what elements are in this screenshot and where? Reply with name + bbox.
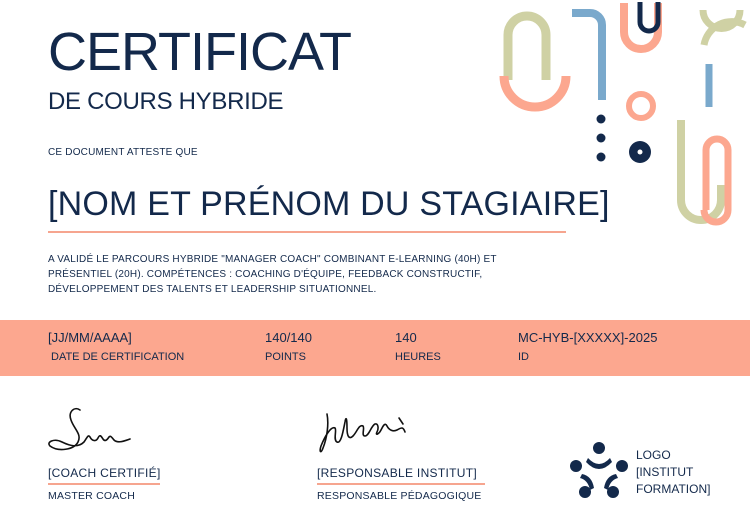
points-label: POINTS bbox=[265, 351, 306, 363]
certificate-id-label: ID bbox=[518, 351, 529, 363]
course-description: A VALIDÉ LE PARCOURS HYBRIDE "MANAGER COACH" COMBINANT E-LEARNING (40H) ET PRÉSENTIEL (20H). COMPÉTENCES : COACHING D'ÉQUIPE, FEEDBACK CONSTRUCTIF, DÉVELOPPEMENT DES TALENTS ET LEADERSHIP SITUATIONNEL. bbox=[48, 254, 497, 295]
certificate-title: CERTIFICAT bbox=[48, 22, 352, 82]
signature-line-institute bbox=[317, 483, 485, 485]
coach-signature bbox=[44, 404, 139, 456]
logo-text-line: FORMATION] bbox=[636, 482, 711, 496]
signature-title-institute: RESPONSABLE PÉDAGOGIQUE bbox=[317, 490, 482, 502]
certificate-subtitle: DE COURS HYBRIDE bbox=[48, 88, 284, 115]
signature-role-institute: [RESPONSABLE INSTITUT] bbox=[317, 466, 477, 480]
signature-title-coach: MASTER COACH bbox=[48, 490, 135, 502]
details-band bbox=[0, 320, 750, 376]
people-circle-icon bbox=[568, 440, 630, 502]
signature-role-coach: [COACH CERTIFIÉ] bbox=[48, 466, 161, 480]
points-value: 140/140 bbox=[265, 330, 312, 345]
recipient-name: [NOM ET PRÉNOM DU STAGIAIRE] bbox=[48, 185, 610, 223]
logo-text-line: [INSTITUT bbox=[636, 465, 694, 479]
certification-date-value: [JJ/MM/AAAA] bbox=[48, 330, 132, 345]
signature-line-coach bbox=[48, 483, 160, 485]
name-underline bbox=[48, 231, 566, 233]
hours-label: HEURES bbox=[395, 351, 441, 363]
logo-text-line: LOGO bbox=[636, 448, 671, 462]
certificate-id-value: MC-HYB-[XXXXX]-2025 bbox=[518, 330, 658, 345]
certification-date-label: DATE DE CERTIFICATION bbox=[51, 351, 185, 363]
logo-text bbox=[636, 447, 710, 498]
institute-signature bbox=[315, 404, 415, 460]
hours-value: 140 bbox=[395, 330, 417, 345]
attest-text: CE DOCUMENT ATTESTE QUE bbox=[48, 147, 198, 158]
